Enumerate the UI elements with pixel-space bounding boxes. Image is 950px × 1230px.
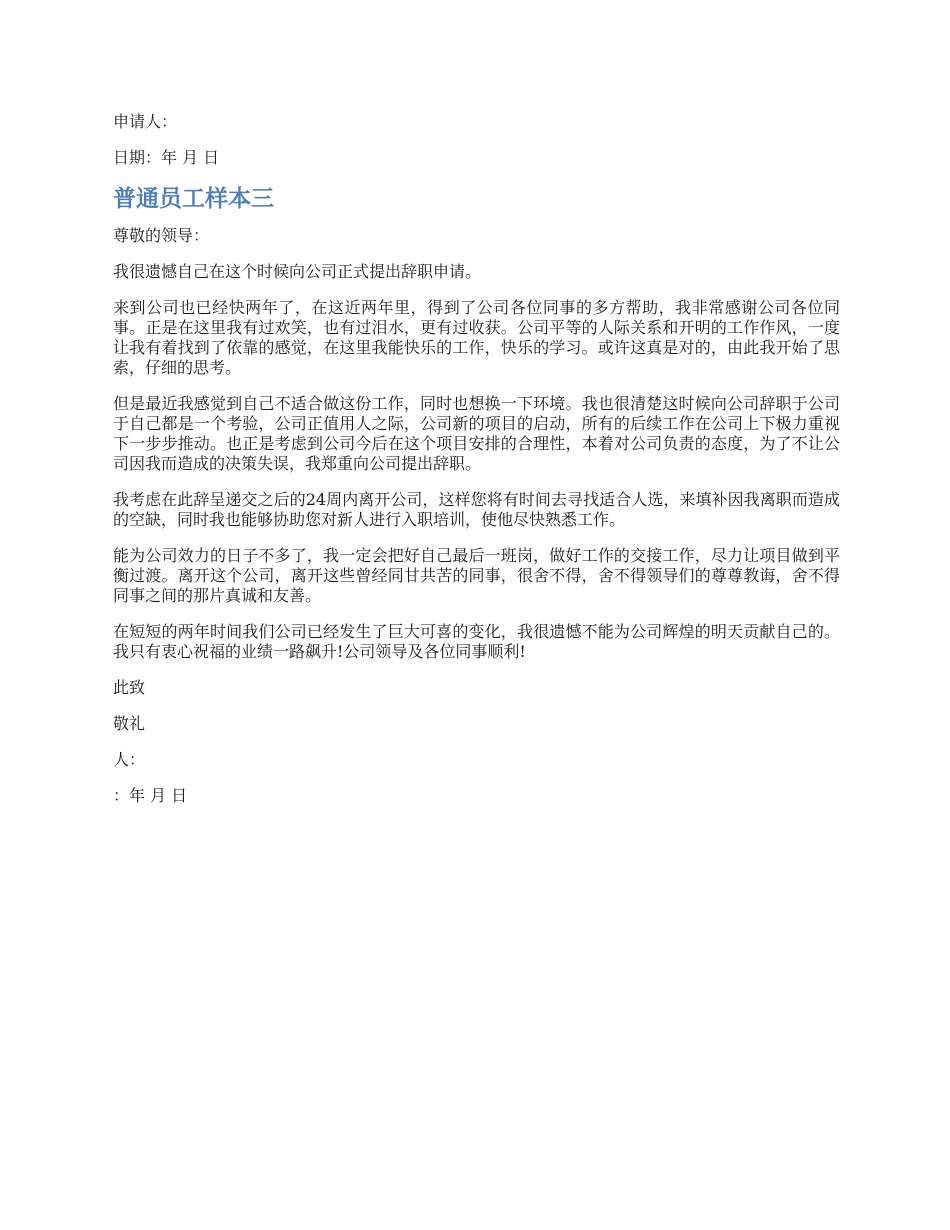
closing-line-2: 敬礼 [113,714,146,733]
paragraph-5: 能为公司效力的日子不多了，我一定会把好自己最后一班岗，做好工作的交接工作，尽力让项目做到平衡过渡。离开这个公司，离开这些曾经同甘共苦的同事，很舍不得，舍不得领导们的尊尊教诲，舍不得同事之间的那片真诚和友善。 [113,546,840,605]
signature-line: 人： [113,750,146,769]
paragraph-2: 来到公司也已经快两年了，在这近两年里，得到了公司各位同事的多方帮助，我非常感谢公司各位同事。正是在这里我有过欢笑，也有过泪水，更有过收获。公司平等的人际关系和开明的工作作风，一度让我有着找到了依靠的感觉，在这里我能快乐的工作，快乐的学习。或许这真是对的，由此我开始了思索，仔细的思考。 [113,298,840,377]
date-line: 日期：年 月 日 [113,148,220,167]
document-page [113,112,840,822]
paragraph-4: 我考虑在此辞呈递交之后的24周内离开公司，这样您将有时间去寻找适合人选，来填补因我离职而造成的空缺，同时我也能够协助您对新人进行入职培训，使他尽快熟悉工作。 [113,490,840,529]
salutation: 尊敬的领导： [113,226,210,245]
applicant-line: 申请人： [113,112,178,131]
section-title: 普通员工样本三 [113,186,274,212]
paragraph-1: 我很遗憾自己在这个时候向公司正式提出辞职申请。 [113,262,482,281]
paragraph-6: 在短短的两年时间我们公司已经发生了巨大可喜的变化，我很遗憾不能为公司辉煌的明天贡献自己的。我只有衷心祝福的业绩一路飙升!公司领导及各位同事顺利! [113,622,840,661]
sign-date-line: ：年 月 日 [113,786,188,805]
closing-line-1: 此致 [113,678,146,697]
paragraph-3: 但是最近我感觉到自己不适合做这份工作，同时也想换一下环境。我也很清楚这时候向公司辞职于公司于自己都是一个考验，公司正值用人之际，公司新的项目的启动，所有的后续工作在公司上下极力重视下一步步推动。也正是考虑到公司今后在这个项目安排的合理性，本着对公司负责的态度，为了不让公司因我而造成的决策失误，我郑重向公司提出辞职。 [113,394,840,473]
